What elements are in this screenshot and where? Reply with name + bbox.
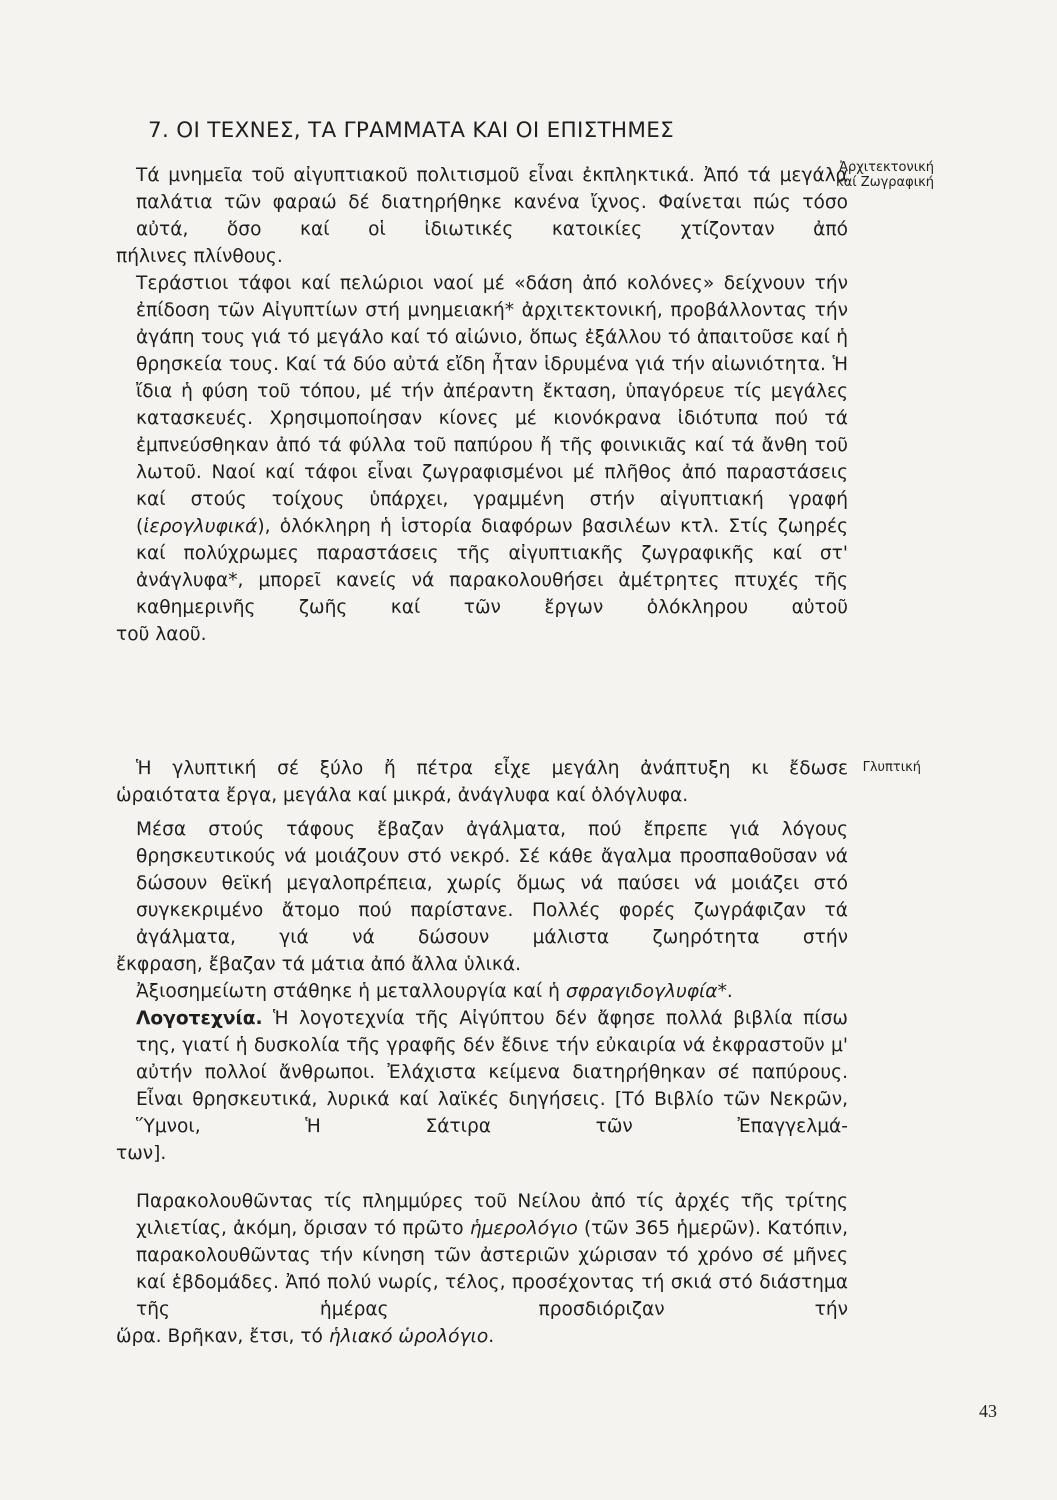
paragraph-sculpture (116, 755, 848, 809)
paragraph-statues (116, 816, 848, 978)
paragraph-architecture-text-a: Τεράστιοι τάφοι καί πελώριοι ναοί μέ «δάση ἀπό κολόνες» δείχνουν τήν ἐπίδοση τῶν Αἰγυπτίων στή μνημειακή* ἀρχιτεκτονική, προβάλλοντας τήν ἀγάπη τους γιά τό μεγάλο καί τό αἰώνιο, ὅπως ἐξάλλου τό ἀπαιτοῦσε καί ἡ θρησκεία τους. Καί τά δύο αὐτά εἴδη ἦταν ἱδρυμένα γιά τήν αἰωνιότητα. Ἡ ἴδια ἡ φύση τοῦ τόπου, μέ τήν ἀπέραντη ἔκταση, ὑπαγόρευε τίς μεγάλες κατασκευές. Χρησιμοποίησαν κίονες μέ κιονόκρανα ἰδιότυπα πού τά ἐμπνεύσθηκαν ἀπό τά φύλλα τοῦ παπύρου ἤ τῆς φοινικιᾶς καί τά ἄνθη τοῦ λωτοῦ. Ναοί καί τάφοι εἶναι ζωγραφισμένοι μέ πλῆθος ἀπό παραστάσεις καί στούς τοίχους ὑπάρχει, γραμμένη στήν αἰγυπτιακή γραφή ( (136, 273, 848, 537)
paragraph-calendar-italic-1: ἡμερολόγιο (469, 1218, 578, 1239)
paragraph-metallurgy (116, 978, 848, 1005)
chapter-heading: 7. ΟΙ ΤΕΧΝΕΣ, ΤΑ ΓΡΑΜΜΑΤΑ ΚΑΙ ΟΙ ΕΠΙΣΤΗΜΕΣ (148, 118, 674, 143)
paragraph-calendar-text-a: Παρακολουθῶντας τίς πλημμύρες τοῦ Νείλου ἀπό τίς ἀρχές τῆς τρίτης χιλιετίας, ἀκόμη, ὅρισαν τό πρῶτο (136, 1191, 848, 1239)
paragraph-statues-end: ἔκφραση, ἔβαζαν τά μάτια ἀπό ἄλλα ὑλικά. (116, 954, 522, 975)
paragraph-architecture-end: τοῦ λαοῦ. (116, 624, 207, 645)
paragraph-metallurgy-italic: σφραγιδογλυφία (565, 981, 718, 1002)
paragraph-literature-heading: Λογοτεχνία. (136, 1008, 263, 1029)
paragraph-sculpture-text: Ἡ γλυπτική σέ ξύλο ἤ πέτρα εἶχε μεγάλη ἀνάπτυξη κι ἔδωσε (136, 758, 848, 779)
paragraph-monuments-end: πήλινες πλίνθους. (116, 246, 283, 267)
paragraph-calendar-italic-2: ἡλιακό ὡρολόγιο (328, 1326, 489, 1347)
paragraph-calendar-end (116, 1323, 848, 1350)
margin-note-sculpture-text: Γλυπτική (862, 760, 921, 775)
paragraph-architecture-italic: ἱερογλυφικά (143, 516, 258, 537)
paragraph-metallurgy-tail: *. (717, 981, 733, 1002)
paragraph-calendar (116, 1188, 848, 1350)
paragraph-architecture (116, 270, 848, 648)
paragraph-calendar-text-d: . (488, 1326, 495, 1347)
paragraph-architecture-text-b: ), ὁλόκληρη ἡ ἱστορία διαφόρων βασιλέων κτλ. Στίς ζωηρές καί πολύχρωμες παραστάσεις τῆς αἰγυπτιακῆς ζωγραφικῆς καί στ' ἀνάγλυφα*, μπορεῖ κανείς νά παρακολουθήσει ἀμέτρητες πτυχές τῆς καθημερινῆς ζωῆς καί τῶν ἔργων ὁλόκληρου αὐτοῦ (136, 516, 848, 618)
paragraph-metallurgy-text: Ἀξιοσημείωτη στάθηκε ἡ μεταλλουργία καί ἡ (136, 981, 566, 1002)
paragraph-literature-text: Ἡ λογοτεχνία τῆς Αἰγύπτου δέν ἄφησε πολλά βιβλία πίσω της, γιατί ἡ δυσκολία τῆς γραφῆς δέν ἔδινε τήν εὐκαιρία νά ἐκφραστοῦν μ' αὐτήν πολλοί ἄνθρωποι. Ἐλάχιστα κείμενα διατηρήθηκαν σέ παπύρους. Εἶναι θρησκευτικά, λυρικά καί λαϊκές διηγήσεις. [Τό Βιβλίο τῶν Νεκρῶν, Ὕμνοι, Ἡ Σάτιρα τῶν Ἐπαγγελμά- (136, 1008, 848, 1137)
paragraph-calendar-text-b: (τῶν 365 ἡμερῶν). Κατόπιν, παρακολουθῶντας τήν κίνηση τῶν ἀστεριῶν χώρισαν τό χρόνο σέ μῆνες καί ἑβδομάδες. Ἀπό πολύ νωρίς, τέλος, προσέχοντας τή σκιά στό διάστημα τῆς ἡμέρας προσδιόριζαν τήν (136, 1218, 848, 1320)
paragraph-calendar-text-c: ὥρα. Βρῆκαν, ἔτσι, τό (116, 1326, 329, 1347)
paragraph-monuments-text: Τά μνημεῖα τοῦ αἰγυπτιακοῦ πολιτισμοῦ εἶναι ἐκπληκτικά. Ἀπό τά μεγάλα παλάτια τῶν φαραώ δέ διατηρήθηκε κανένα ἴχνος. Φαίνεται πώς τόσο αὐτά, ὅσο καί οἱ ἰδιωτικές κατοικίες χτίζονταν ἀπό (136, 165, 848, 240)
paragraph-sculpture-end: ὡραιότατα ἔργα, μεγάλα καί μικρά, ἀνάγλυφα καί ὁλόγλυφα. (116, 785, 689, 806)
paragraph-statues-text: Μέσα στούς τάφους ἔβαζαν ἀγάλματα, πού ἔπρεπε γιά λόγους θρησκευτικούς νά μοιάζουν στό νεκρό. Σέ κάθε ἄγαλμα προσπαθοῦσαν νά δώσουν θεϊκή μεγαλοπρέπεια, χωρίς ὅμως νά παύσει νά μοιάζει στό συγκεκριμένο ἄτομο πού παρίστανε. Πολλές φορές ζωγράφιζαν τά ἀγάλματα, γιά νά δώσουν μάλιστα ζωηρότητα στήν (136, 819, 848, 948)
margin-note-architecture-text: Ἀρχιτεκτονική καί Ζωγραφική (836, 160, 934, 190)
margin-note-sculpture (863, 760, 921, 775)
page-number: 43 (979, 1401, 997, 1421)
paragraph-literature (116, 1005, 848, 1167)
paragraph-literature-end: των]. (116, 1143, 167, 1164)
paragraph-monuments (116, 162, 848, 270)
